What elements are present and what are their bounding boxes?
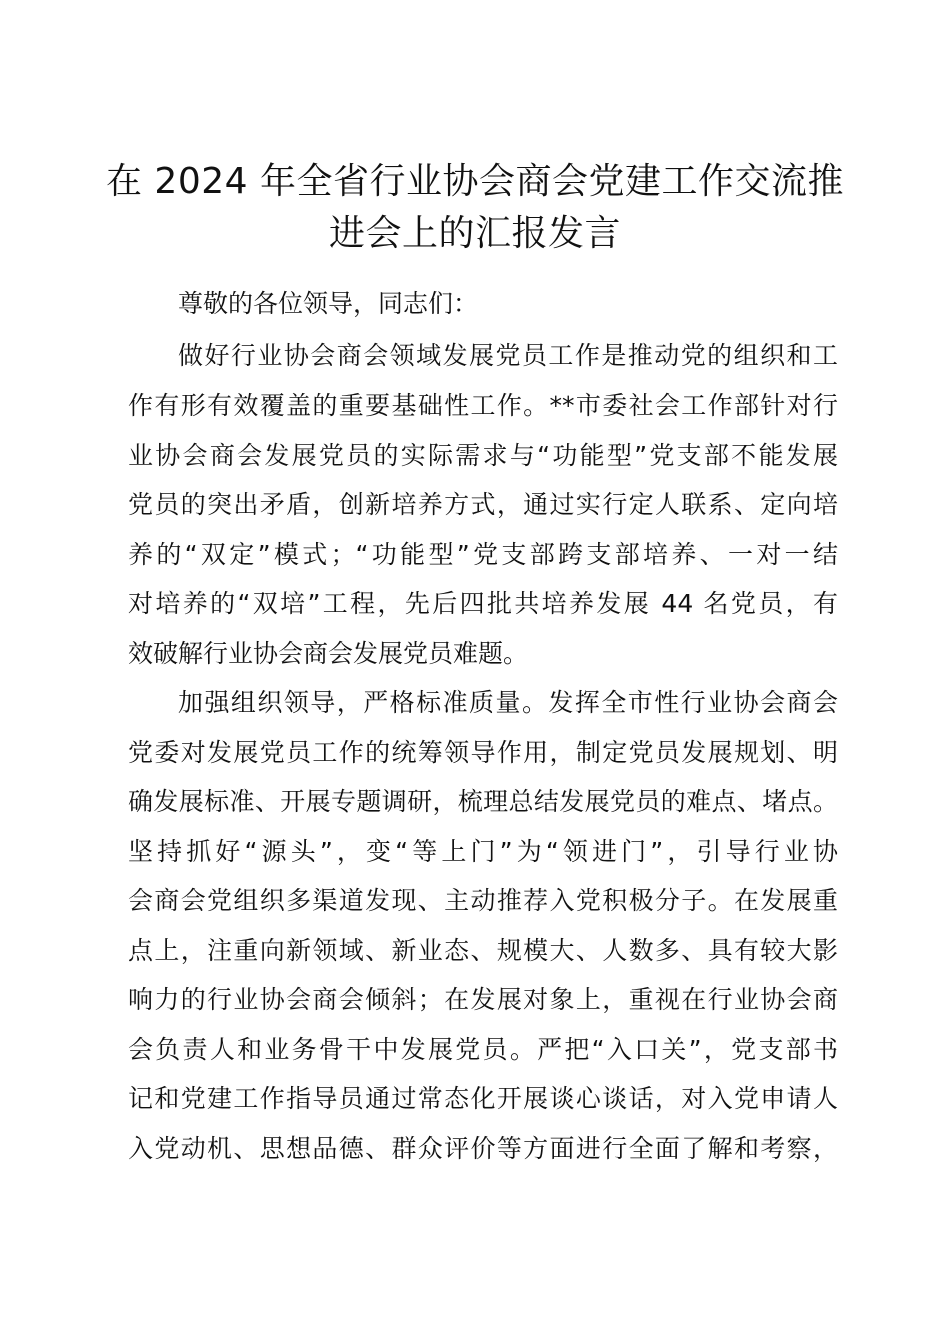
body-line: 加强组织领导，严格标准质量。发挥全市性行业协会商会 <box>178 688 838 717</box>
body-line: 入党动机、思想品德、群众评价等方面进行全面了解和考察， <box>128 1134 838 1163</box>
body-line: 会负责人和业务骨干中发展党员。严把“入口关”，党支部书 <box>128 1035 838 1064</box>
body-line: 养的“双定”模式；“功能型”党支部跨支部培养、一对一结 <box>128 540 838 569</box>
body-line: 坚持抓好“源头”，变“等上门”为“领进门”，引导行业协 <box>128 837 838 866</box>
body-line: 做好行业协会商会领域发展党员工作是推动党的组织和工 <box>178 341 838 370</box>
document-title-line-2: 进会上的汇报发言 <box>328 213 621 254</box>
body-line: 作有形有效覆盖的重要基础性工作。**市委社会工作部针对行 <box>128 391 838 420</box>
body-line: 党员的突出矛盾，创新培养方式，通过实行定人联系、定向培 <box>128 490 838 519</box>
body-line: 党委对发展党员工作的统筹领导作用，制定党员发展规划、明 <box>128 738 838 767</box>
body-line: 确发展标准、开展专题调研，梳理总结发展党员的难点、堵点。 <box>128 787 838 816</box>
body-line: 业协会商会发展党员的实际需求与“功能型”党支部不能发展 <box>128 441 838 470</box>
body-line: 记和党建工作指导员通过常态化开展谈心谈话，对入党申请人 <box>128 1084 838 1113</box>
body-line: 效破解行业协会商会发展党员难题。 <box>128 639 529 668</box>
salutation: 尊敬的各位领导，同志们： <box>178 289 479 318</box>
document-title-line-1: 在 2024 年全省行业协会商会党建工作交流推 <box>105 161 844 202</box>
body-line: 点上，注重向新领域、新业态、规模大、人数多、具有较大影 <box>128 936 838 965</box>
body-line: 响力的行业协会商会倾斜；在发展对象上，重视在行业协会商 <box>128 985 838 1014</box>
body-line: 对培养的“双培”工程，先后四批共培养发展 44 名党员，有 <box>128 589 838 618</box>
body-line: 会商会党组织多渠道发现、主动推荐入党积极分子。在发展重 <box>128 886 838 915</box>
